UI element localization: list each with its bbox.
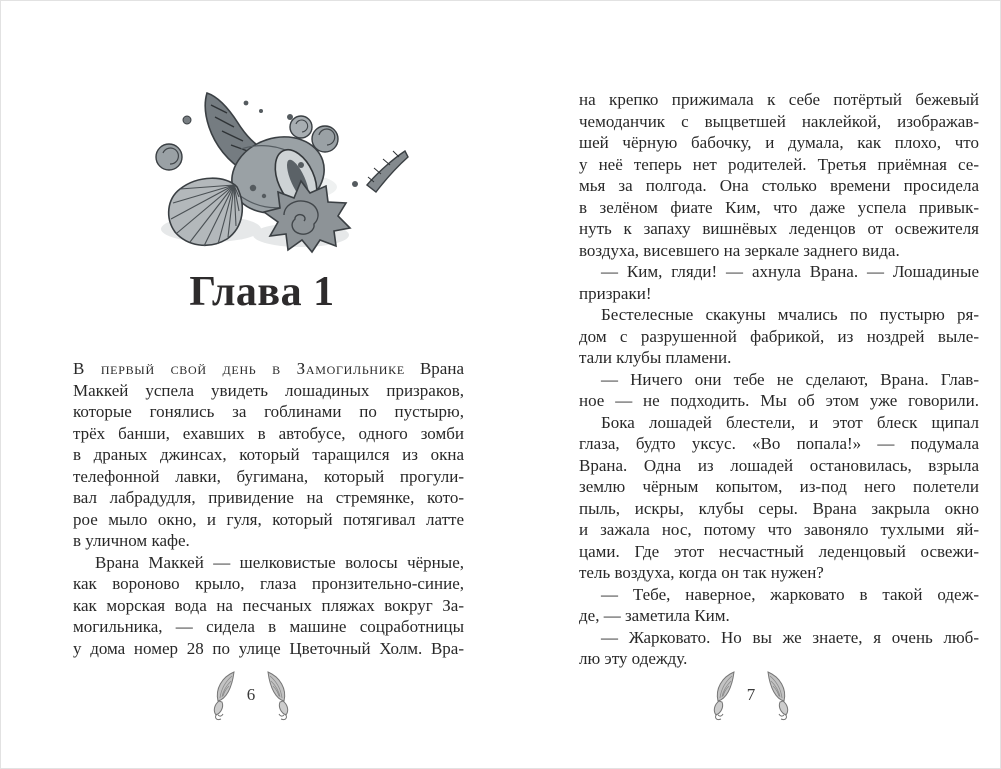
seashells-sketch-icon xyxy=(149,87,411,259)
text-line: на крепко прижимала к себе потёртый бежевый xyxy=(579,90,979,109)
text-line: у дома номер 28 по улице Цветочный Холм. Вра- xyxy=(73,638,464,658)
text-line: ное — не подходить. Мы об этом уже говорили. xyxy=(579,391,979,410)
text-line: — Жарковато. Но вы же знаете, я очень люб- xyxy=(601,627,979,647)
right-page-footer xyxy=(685,670,817,722)
text-line: у неё теперь нет родителей. Третья приёмная се- xyxy=(579,154,979,174)
paragraph xyxy=(73,358,464,552)
text-line: тель воздуха, когда он так нужен? xyxy=(579,563,824,582)
text-line: — Ким, гляди! — ахнула Врана. — Лошадиные xyxy=(601,262,979,281)
paragraph xyxy=(73,552,464,660)
text-line: вал лабрадудля, привидение на стремянке, кото- xyxy=(73,488,464,507)
text-line: Маккей успела увидеть лошадиных призраков, xyxy=(73,380,464,400)
text-line: де, — заметила Ким. xyxy=(579,606,730,625)
page-number: 6 xyxy=(246,685,256,704)
text-line: землю чёрным копытом, из-под него полетели xyxy=(579,477,979,496)
right-page-text-column xyxy=(579,89,979,670)
text-line: в зелёном фиате Ким, что даже успела привык- xyxy=(579,197,979,217)
text-line: Бестелесные скакуны мчались по пустырю ря- xyxy=(601,305,979,324)
text-line: глаза, будто уксус. «Во попала!» — подумала xyxy=(579,434,979,453)
butterfly-ornament-icon xyxy=(264,670,290,722)
text-line: воздуха, висевшего на зеркале заднего вида. xyxy=(579,240,900,260)
seashells-illustration xyxy=(149,87,411,259)
text-line: мья за полгода. Она столько времени просидела xyxy=(579,176,979,195)
text-line: в драных джинсах, который таращился из окна xyxy=(73,445,464,464)
text-line: цами. Где этот несчастный леденцовый освежи- xyxy=(579,541,979,561)
paragraph xyxy=(579,261,979,304)
butterfly-ornament-icon xyxy=(212,670,238,722)
paragraph xyxy=(579,412,979,584)
text-line: которые гонялись за гоблинами по пустырю, xyxy=(73,402,464,421)
paragraph xyxy=(579,369,979,412)
text-line: Бока лошадей блестели, и этот блеск щипал xyxy=(601,412,979,432)
text-line: в уличном кафе. xyxy=(73,531,190,550)
text-line: трёх банши, ехавших в автобусе, одного зомби xyxy=(73,423,464,443)
text-line: Врана. Одна из лошадей остановилась, взрыла xyxy=(579,455,979,475)
text-line: чемоданчик с выцветшей наклейкой, изображав- xyxy=(579,111,979,131)
text-line: пыль, искры, клубы серы. Врана закрыла окно xyxy=(579,498,979,518)
left-page-text-column xyxy=(73,358,464,659)
butterfly-ornament-icon xyxy=(764,670,790,722)
text-line: шей чёрную бабочку, и думала, как плохо, что xyxy=(579,133,979,152)
text-line: призраки! xyxy=(579,283,652,303)
text-line: могильника, — сидела в машине соцработницы xyxy=(73,617,464,636)
text-line: и зажала нос, потому что завоняло тухлыми яй- xyxy=(579,520,979,539)
page-number: 7 xyxy=(746,685,756,704)
text-line: — Тебе, наверное, жарковато в такой одеж- xyxy=(601,584,979,604)
butterfly-ornament-icon xyxy=(712,670,738,722)
chapter-heading: Глава 1 xyxy=(189,269,335,315)
text-line: нуть к запаху вишнёвых леденцов от освежителя xyxy=(579,219,979,238)
paragraph xyxy=(579,89,979,261)
paragraph xyxy=(579,627,979,670)
text-line: лю эту одежду. xyxy=(579,649,688,668)
text-line: рое мыло окно, и гуля, который потягивал латте xyxy=(73,509,464,529)
text-line: телефонной лавки, бугимана, который прогули- xyxy=(73,466,464,486)
paragraph xyxy=(579,304,979,369)
text-line: как морская вода на песчаных пляжах вокруг За- xyxy=(73,595,464,615)
text-line: дом с разрушенной фабрикой, из ноздрей выле- xyxy=(579,326,979,346)
text-line: В первый свой день в Замогильнике Врана xyxy=(73,359,464,378)
text-line: тали клубы пламени. xyxy=(579,348,732,367)
text-line: — Ничего они тебе не сделают, Врана. Глав- xyxy=(601,369,979,389)
text-line: как вороново крыло, глаза пронзительно-синие, xyxy=(73,574,464,593)
paragraph xyxy=(579,584,979,627)
text-line: Врана Маккей — шелковистые волосы чёрные, xyxy=(95,552,464,572)
left-page-footer xyxy=(185,670,317,722)
lede-smallcaps: В первый свой день в Замогильнике xyxy=(73,359,405,378)
